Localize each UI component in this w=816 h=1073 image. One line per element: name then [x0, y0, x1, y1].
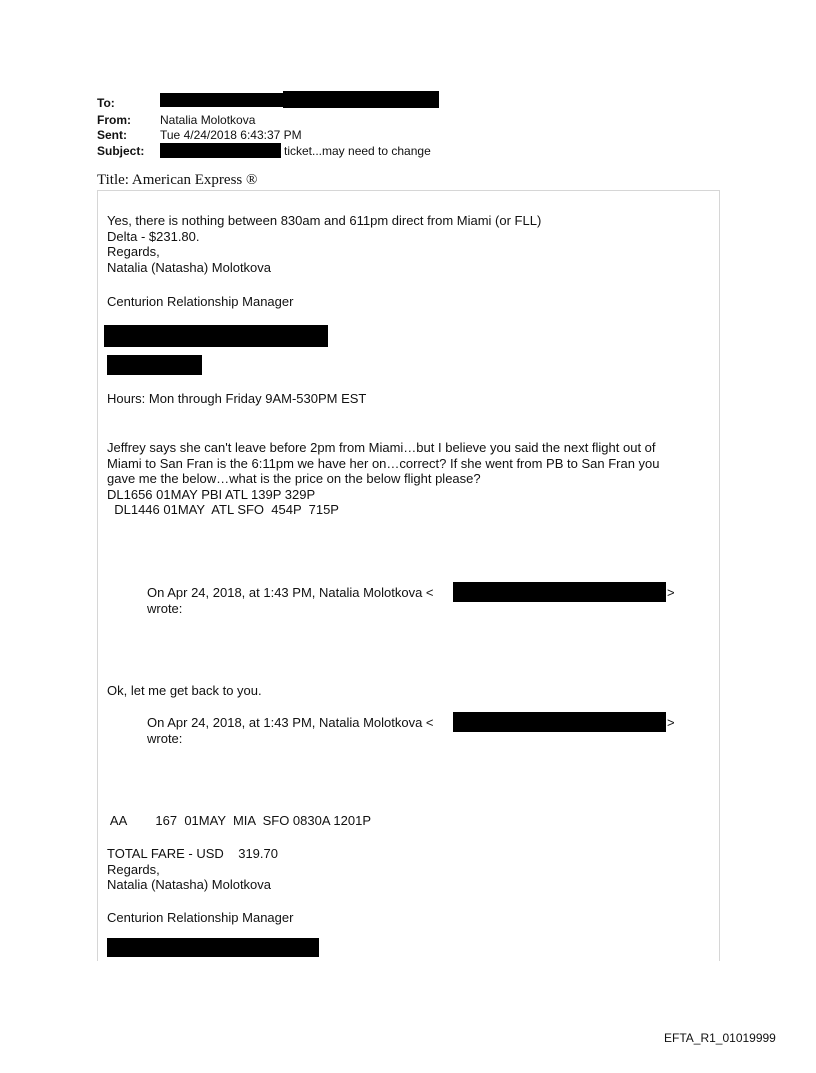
- from-label: From:: [97, 113, 131, 127]
- to-label: To:: [97, 96, 115, 110]
- from-value: Natalia Molotkova: [160, 113, 256, 127]
- redaction-signature-3: [107, 938, 319, 957]
- office-hours: Hours: Mon through Friday 9AM-530PM EST: [107, 391, 367, 406]
- quote-2-bracket: >: [667, 715, 675, 730]
- paragraph-2-line: gave me the below…what is the price on the below flight please?: [107, 471, 481, 486]
- paragraph-3-line: TOTAL FARE - USD 319.70: [107, 846, 278, 861]
- signature-role-2: Centurion Relationship Manager: [107, 910, 294, 925]
- redaction-to-2: [283, 91, 439, 108]
- reply-text: Ok, let me get back to you.: [107, 683, 262, 698]
- paragraph-1-line: Delta - $231.80.: [107, 228, 200, 244]
- paragraph-2-line: Jeffrey says she can't leave before 2pm from Miami…but I believe you said the next flight out of: [107, 440, 656, 455]
- quote-1-header: On Apr 24, 2018, at 1:43 PM, Natalia Molotkova <: [147, 585, 434, 600]
- redaction-to-1: [160, 93, 285, 107]
- quote-2-wrote: wrote:: [147, 731, 183, 746]
- sent-value: Tue 4/24/2018 6:43:37 PM: [160, 128, 302, 142]
- paragraph-3-line: Natalia (Natasha) Molotkova: [107, 877, 272, 892]
- redaction-signature-2: [107, 355, 202, 375]
- quote-2-header: On Apr 24, 2018, at 1:43 PM, Natalia Molotkova <: [147, 715, 434, 730]
- signature-role-1: Centurion Relationship Manager: [107, 294, 294, 309]
- document-title: Title: American Express ®: [97, 172, 258, 188]
- paragraph-3: [107, 846, 278, 893]
- paragraph-3-line: Regards,: [107, 861, 160, 877]
- subject-label: Subject:: [97, 144, 145, 158]
- paragraph-1-line: Yes, there is nothing between 830am and 611pm direct from Miami (or FLL): [107, 213, 542, 228]
- redaction-email-1: [453, 582, 666, 602]
- redaction-subject: [160, 143, 281, 158]
- paragraph-2-line: DL1446 01MAY ATL SFO 454P 715P: [107, 502, 339, 517]
- paragraph-2-line: DL1656 01MAY PBI ATL 139P 329P: [107, 486, 316, 502]
- quote-1-wrote: wrote:: [147, 601, 183, 616]
- paragraph-2-line: Miami to San Fran is the 6:11pm we have her on…correct? If she went from PB to San Fran you: [107, 455, 660, 471]
- paragraph-1-line: Natalia (Natasha) Molotkova: [107, 259, 272, 275]
- paragraph-2: [107, 440, 660, 518]
- quote-1-bracket: >: [667, 585, 675, 600]
- paragraph-1-line: Regards,: [107, 244, 160, 259]
- sent-label: Sent:: [97, 128, 127, 142]
- document-id: EFTA_R1_01019999: [664, 1031, 776, 1045]
- redaction-signature-1: [104, 325, 328, 347]
- redaction-email-2: [453, 712, 666, 732]
- paragraph-1: [107, 213, 541, 275]
- flight-itinerary: AA 167 01MAY MIA SFO 0830A 1201P: [107, 813, 372, 828]
- subject-value: ticket...may need to change: [284, 144, 431, 158]
